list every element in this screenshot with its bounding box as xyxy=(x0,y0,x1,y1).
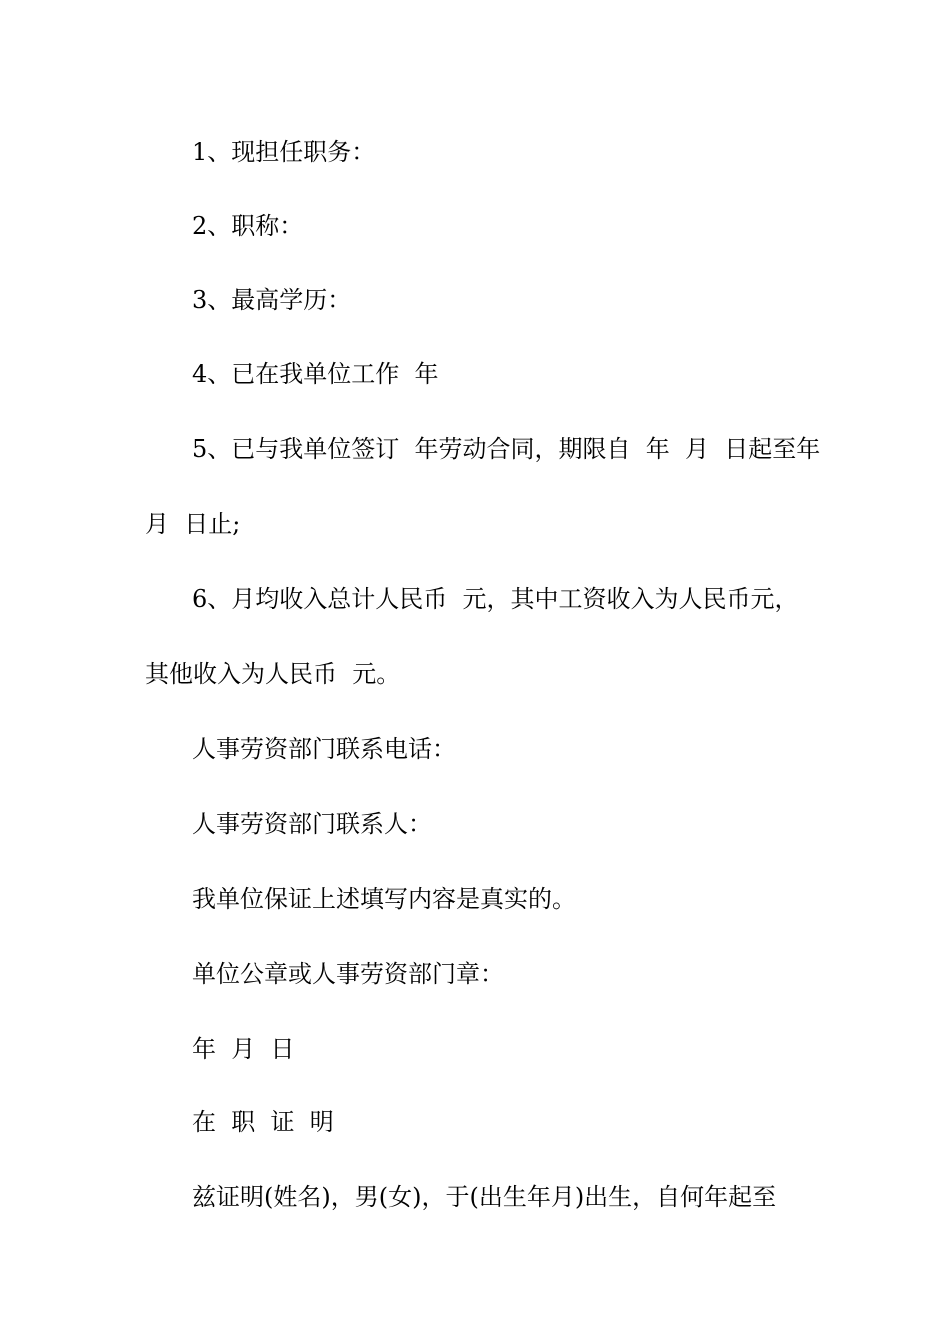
guarantee-statement: 我单位保证上述填写内容是真实的。 xyxy=(192,885,576,913)
certificate-heading: 在 职 证 明 xyxy=(192,1108,334,1136)
item-contract-continued: 月 日止; xyxy=(145,510,241,538)
item-contract: 5、已与我单位签订 年劳动合同，期限自 年 月 日起至年 xyxy=(192,435,821,463)
item-income-continued: 其他收入为人民币 元。 xyxy=(145,660,401,688)
hr-phone-label: 人事劳资部门联系电话： xyxy=(192,735,456,763)
item-title: 2、职称： xyxy=(192,212,304,240)
seal-label: 单位公章或人事劳资部门章： xyxy=(192,960,504,988)
item-education: 3、最高学历： xyxy=(192,286,352,314)
item-years-worked: 4、已在我单位工作 年 xyxy=(192,360,439,388)
hr-contact-label: 人事劳资部门联系人： xyxy=(192,810,432,838)
item-current-position: 1、现担任职务： xyxy=(192,138,376,166)
item-income: 6、月均收入总计人民币 元，其中工资收入为人民币元， xyxy=(192,585,799,613)
certificate-body: 兹证明(姓名)，男(女)，于(出生年月)出生，自何年起至 xyxy=(192,1183,777,1211)
date-line: 年 月 日 xyxy=(192,1035,295,1063)
